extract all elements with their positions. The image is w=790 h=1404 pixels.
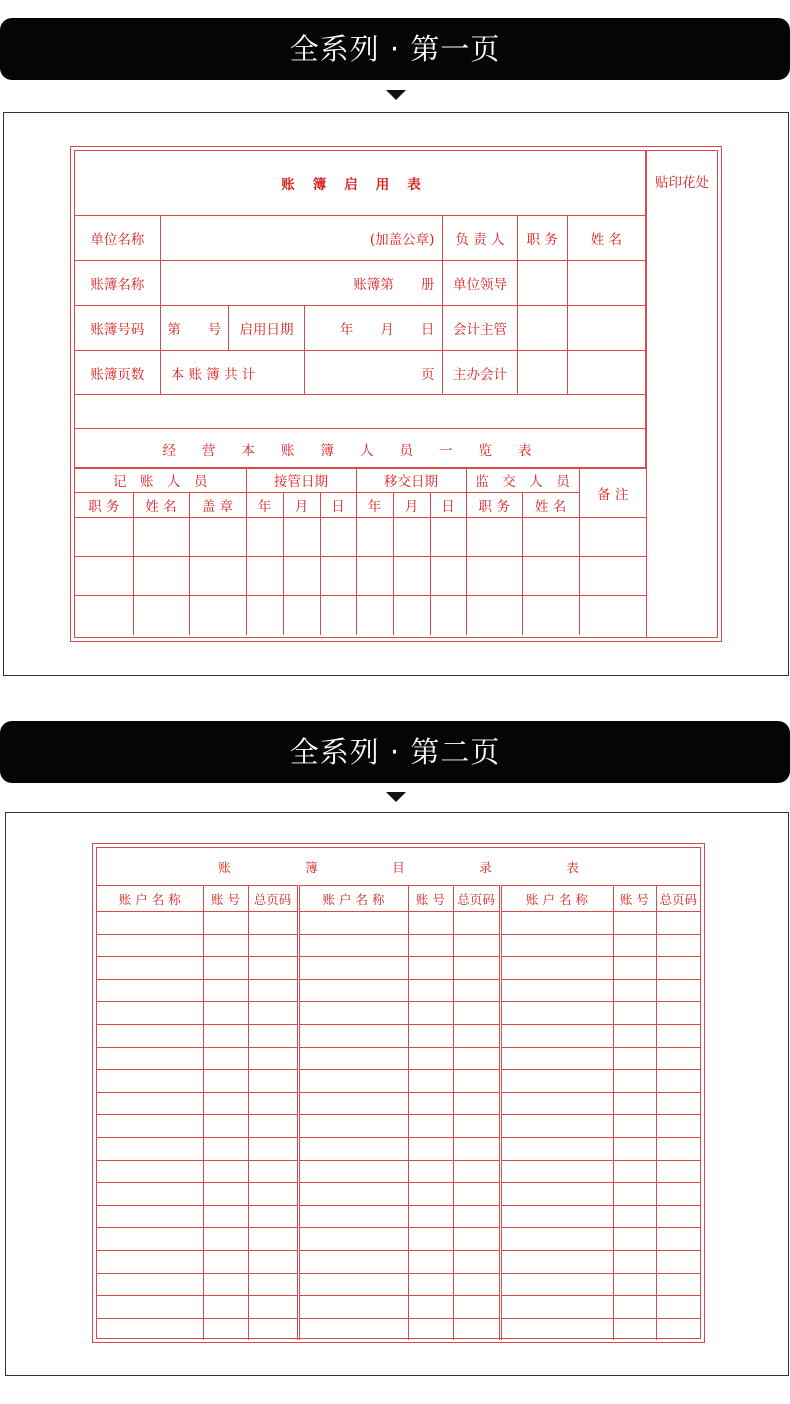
table-row [97,1273,700,1296]
col-day: 日 [430,493,466,518]
cell-blank [567,261,645,306]
pages-total-text: 本 账 簿 共 计 [160,351,304,395]
staff-subtitle: 经营本账簿人员一览表 [75,429,646,469]
seal-note: (加盖公章) [160,216,443,261]
ledger-index-form [92,843,705,1343]
book-pages-label: 账簿页数 [75,351,160,395]
col-total-page: 总页码 [453,886,500,912]
handover-date-group: 移交日期 [356,468,466,493]
index-title [97,848,700,886]
activation-table [75,151,646,469]
table-row [97,1115,700,1138]
book-name-label: 账簿名称 [75,261,160,306]
cell-blank [517,261,567,306]
col-account-no: 账 号 [203,886,248,912]
col-account-no: 账 号 [613,886,656,912]
col-name: 姓 名 [522,493,579,518]
cell-blank [567,351,645,395]
title-char: 账 [218,859,231,875]
table-row [97,1024,700,1047]
col-total-page: 总页码 [656,886,700,912]
book-number-label: 账簿号码 [75,306,160,351]
col-month: 月 [283,493,320,518]
pages-unit: 页 [305,351,443,395]
col-year: 年 [246,493,283,518]
table-row [97,1228,700,1251]
date-text: 年 月 日 [305,306,443,351]
blank-row [75,395,646,429]
index-table [97,848,700,1340]
title-char: 目 [392,859,405,875]
remarks-header: 备 注 [579,468,646,518]
page1-frame [3,112,789,676]
supervisor-group: 监 交 人 员 [466,468,579,493]
table-row [97,1137,700,1160]
name-label: 姓 名 [567,216,645,261]
arrow-down-icon [386,792,406,802]
col-account-name: 账 户 名 称 [500,886,613,912]
unit-name-label: 单位名称 [75,216,160,261]
col-day: 日 [320,493,356,518]
recorder-group: 记 账 人 员 [75,468,246,493]
col-account-name: 账 户 名 称 [97,886,203,912]
responsible-label: 负 责 人 [443,216,517,261]
table-row [97,1250,700,1273]
number-text: 第 号 [160,306,228,351]
table-row [97,1296,700,1319]
arrow-down-icon [386,90,406,100]
index-header-row [97,886,700,912]
table-row [97,1070,700,1093]
col-name: 姓 名 [133,493,189,518]
title-char: 录 [479,859,492,875]
page2-banner: 全系列 · 第二页 [0,721,790,783]
cell-blank [567,306,645,351]
takeover-date-group: 接管日期 [246,468,356,493]
table-row [97,979,700,1002]
position-label: 职 务 [517,216,567,261]
cell-blank [517,306,567,351]
accounting-head-label: 会计主管 [443,306,517,351]
table-row [97,912,700,935]
page2-frame [5,812,789,1376]
col-total-page: 总页码 [248,886,298,912]
table-row [97,957,700,980]
table-row [97,1092,700,1115]
col-month: 月 [393,493,430,518]
table-row [75,596,646,635]
table-row [75,518,646,557]
title-char: 簿 [305,859,318,875]
cell-blank [517,351,567,395]
col-seal: 盖 章 [189,493,246,518]
col-year: 年 [356,493,393,518]
stamp-area-label: 贴印花处 [646,151,717,637]
table-row [75,557,646,596]
ledger-activation-form [70,146,722,642]
book-volume-text: 账簿第 册 [160,261,443,306]
form-title: 账簿启用表 [75,151,646,216]
table-row [97,934,700,957]
col-account-no: 账 号 [408,886,453,912]
page1-banner: 全系列 · 第一页 [0,18,790,80]
accountant-label: 主办会计 [443,351,517,395]
table-row [97,1183,700,1206]
table-row [97,1318,700,1340]
table-row [97,1160,700,1183]
table-row [97,1002,700,1025]
col-account-name: 账 户 名 称 [298,886,408,912]
start-date-label: 启用日期 [228,306,304,351]
staff-table [75,467,646,635]
col-position: 职 务 [75,493,133,518]
title-char: 表 [566,859,579,875]
table-row [97,1047,700,1070]
table-row [97,1205,700,1228]
col-position: 职 务 [466,493,522,518]
unit-leader-label: 单位领导 [443,261,517,306]
